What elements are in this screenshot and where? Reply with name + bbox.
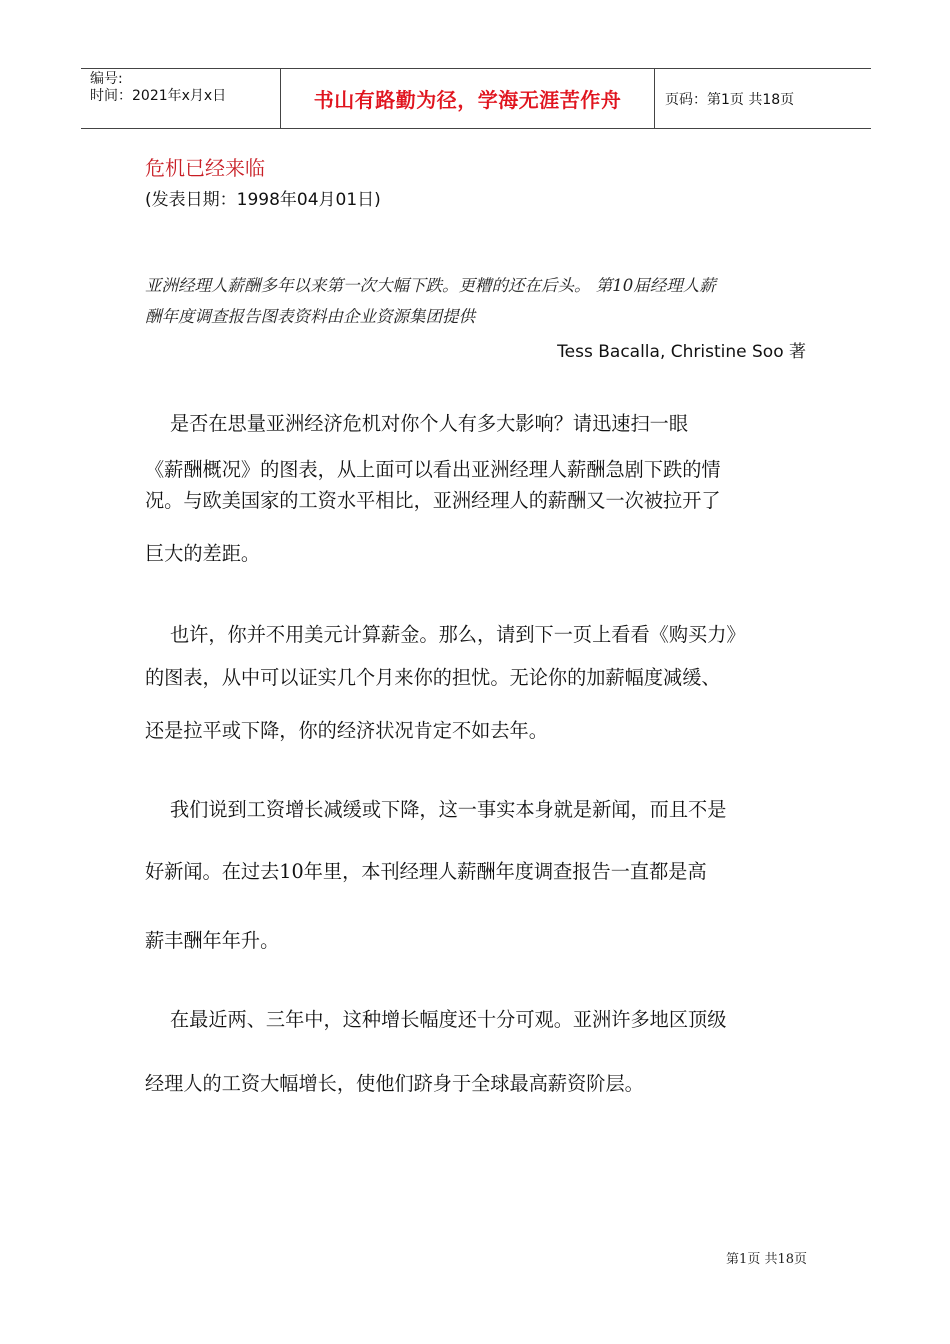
paragraph-line: 巨大的差距。	[145, 542, 261, 565]
article-lead	[145, 270, 810, 332]
paragraph-line: 在最近两、三年中，这种增长幅度还十分可观。亚洲许多地区顶级	[170, 1008, 727, 1031]
header-motto: 书山有路勤为径，学海无涯苦作舟	[281, 69, 655, 128]
article-byline: Tess Bacalla, Christine Soo 著	[557, 342, 806, 362]
paragraph-line: 《薪酬概况》的图表，从上面可以看出亚洲经理人薪酬急剧下跌的情	[145, 458, 721, 481]
header-meta-cell	[81, 69, 281, 128]
header-table	[81, 68, 871, 129]
paragraph-line: 也许，你并不用美元计算薪金。那么，请到下一页上看看《购买力》	[170, 623, 746, 646]
paragraph-line: 好新闻。在过去10年里，本刊经理人薪酬年度调查报告一直都是高	[145, 860, 707, 883]
article-date: (发表日期：1998年04月01日)	[145, 190, 381, 210]
number-label: 编号:	[90, 71, 123, 87]
paragraph-line: 薪丰酬年年升。	[145, 929, 280, 952]
page-footer: 第1页 共18页	[726, 1252, 807, 1267]
header-page-code: 页码：第1页 共18页	[665, 91, 795, 108]
lead-line: 亚洲经理人薪酬多年以来第一次大幅下跌。更糟的还在后头。 第10届经理人薪	[145, 276, 716, 295]
time-label: 时间：2021年x月x日	[90, 88, 227, 104]
paragraph-line: 经理人的工资大幅增长，使他们跻身于全球最高薪资阶层。	[145, 1072, 644, 1095]
article-title: 危机已经来临	[145, 156, 265, 180]
paragraph-line: 还是拉平或下降，你的经济状况肯定不如去年。	[145, 719, 548, 742]
paragraph-line: 的图表，从中可以证实几个月来你的担忧。无论你的加薪幅度减缓、	[145, 666, 721, 689]
paragraph-line: 是否在思量亚洲经济危机对你个人有多大影响？请迅速扫一眼	[170, 412, 689, 435]
lead-line: 酬年度调查报告图表资料由企业资源集团提供	[145, 307, 475, 326]
paragraph-line: 况。与欧美国家的工资水平相比，亚洲经理人的薪酬又一次被拉开了	[145, 489, 721, 512]
paragraph-line: 我们说到工资增长减缓或下降，这一事实本身就是新闻，而且不是	[170, 798, 727, 821]
